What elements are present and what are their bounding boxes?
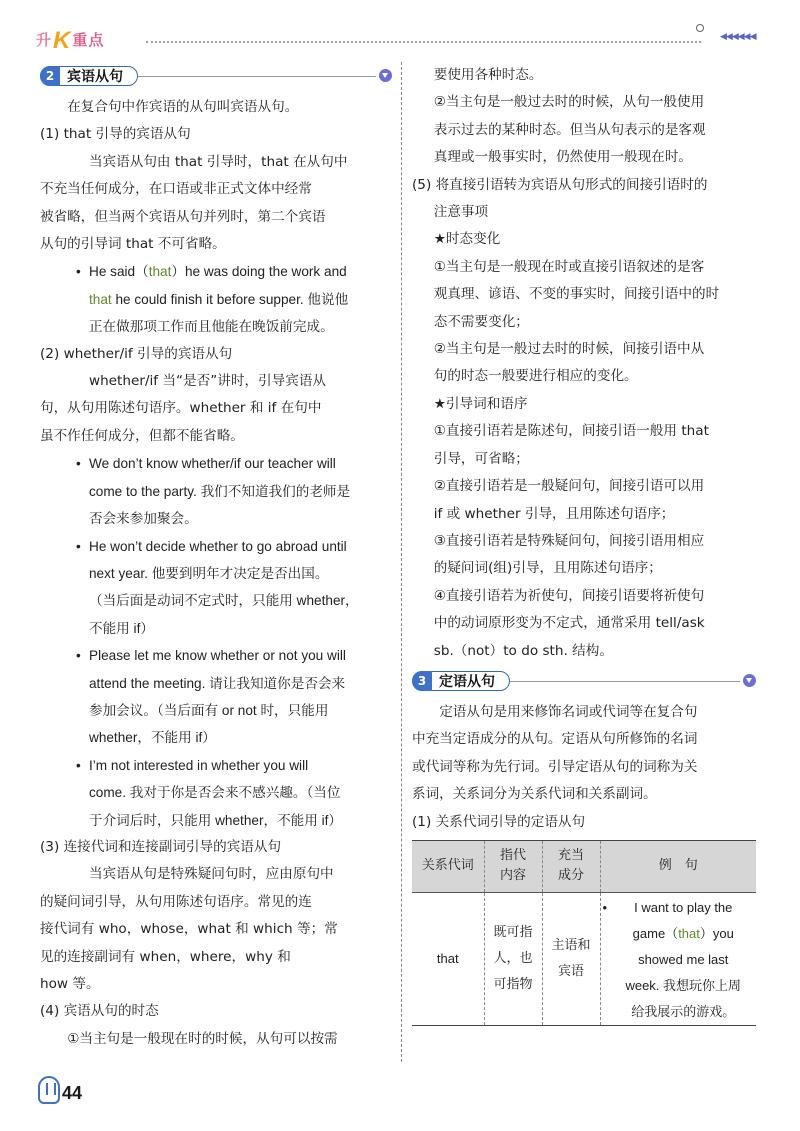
ref-line-2: 人，也 — [493, 950, 533, 966]
col-header-example: 例 句 — [600, 840, 756, 892]
sec3-line-1: 定语从句是用来修饰名词或代词等在复合句 — [439, 703, 698, 720]
ref-line-1: 既可指 — [493, 924, 533, 940]
logo-text-a: 升 — [36, 32, 53, 49]
ex5-line-2: come. 我对于你是否会来不感兴趣。（当位 — [89, 785, 341, 801]
subsection-3-heading: (3) 连接代词和连接副词引导的宾语从句 — [40, 838, 282, 855]
ex1-that-2: that — [89, 291, 112, 307]
ex2-line-2: come to the party. 我们不知道我们的老师是 — [89, 483, 351, 499]
column-divider — [401, 62, 402, 1062]
ex-line-5: 给我展示的游戏。 — [631, 1003, 736, 1019]
sec3-line-4: 系词，关系词分为关系代词和关系副词。 — [412, 786, 657, 803]
order-line-9: sb.（not）to do sth. 结构。 — [433, 642, 613, 659]
col-header-reference-a: 指代 — [499, 848, 526, 864]
ex4-line-3: 参加会议。（当后面有 or not 时，只能用 — [89, 702, 329, 718]
table-header-row — [412, 840, 756, 892]
lightbulb-icon — [38, 1076, 60, 1104]
header-circle-icon — [696, 24, 704, 32]
ref-line-3: 可指物 — [493, 976, 533, 992]
example-5 — [40, 752, 392, 834]
cell-reference — [484, 892, 542, 1025]
col-header-role-b: 成分 — [557, 868, 584, 884]
ex3-line-3: （当后面是动词不定式时，只能用 whether， — [89, 593, 359, 609]
ex1-part-a: He said（ — [89, 264, 149, 280]
sec3-line-2: 中充当定语成分的从句。定语从句所修饰的名词 — [412, 731, 698, 748]
ex1-part-c: he could finish it before supper. 他说他 — [111, 291, 349, 307]
section-title: 宾语从句 — [67, 69, 123, 85]
tense-line-1: ①当主句是一般现在时或直接引语叙述的是客 — [433, 258, 705, 275]
right-column — [412, 62, 756, 1026]
example-4 — [40, 642, 392, 752]
col-header-pronoun: 关系代词 — [412, 840, 484, 892]
subsection-1-heading: (1) that 引导的宾语从句 — [40, 126, 191, 143]
tense-line-4: ②当主句是一般过去时的时候，间接引语中从 — [433, 341, 705, 358]
ex-line-2a: game（ — [632, 925, 679, 941]
s1-line-4: 从句的引导词 that 不可省略。 — [40, 236, 226, 253]
s3-line-2: 的疑问词引导，从句用陈述句语序。常见的连 — [40, 893, 312, 910]
example-2 — [40, 450, 392, 532]
section-heading-attributive-clause — [412, 669, 756, 693]
section-rule — [138, 76, 376, 77]
col-header-reference-b: 内容 — [499, 868, 526, 884]
ex1-part-b: ）he was doing the work and — [171, 264, 347, 280]
role-line-2: 宾语 — [557, 963, 584, 979]
section-pill — [412, 671, 510, 691]
s4-cont-3: 表示过去的某种时态。但当从句表示的是客观 — [433, 121, 706, 138]
page-header — [36, 24, 766, 54]
order-line-7: ④直接引语若为祈使句，间接引语要将祈使句 — [433, 587, 705, 604]
col-header-role-a: 充当 — [557, 848, 584, 864]
order-line-4: if 或 whether 引导，且用陈述句语序； — [433, 505, 675, 522]
ex5-line-3: 于介词后时，只能用 whether，不能用 if） — [89, 812, 343, 828]
page-number: 44 — [62, 1083, 83, 1103]
s2-line-3: 虽不作任何成分，但都不能省略。 — [40, 427, 244, 444]
s4-line-1: ①当主句是一般现在时的时候，从句可以按需 — [67, 1030, 338, 1047]
s3-line-5: how 等。 — [40, 976, 100, 992]
s2-line-2: 句，从句用陈述句语序。whether 和 if 在句中 — [40, 400, 322, 417]
order-line-6: 的疑问词(组)引导，且用陈述句语序； — [433, 560, 662, 577]
s4-cont-2: ②当主句是一般过去时的时候，从句一般使用 — [433, 94, 705, 111]
table-heading: (1) 关系代词引导的定语从句 — [412, 813, 586, 830]
order-line-5: ③直接引语若是特殊疑问句，间接引语用相应 — [433, 532, 705, 549]
cell-example — [600, 892, 756, 1025]
chevron-down-icon — [379, 69, 392, 82]
ex1-that-1: that — [148, 264, 172, 280]
ex-line-2b: ）you — [699, 925, 734, 941]
example-1 — [40, 258, 392, 340]
sec3-line-3: 或代词等称为先行词。引导定语从句的词称为关 — [412, 758, 698, 775]
word-order-heading: ★引导词和语序 — [433, 395, 528, 412]
order-line-1: ①直接引语若是陈述句，间接引语一般用 that — [433, 423, 709, 440]
order-line-8: 中的动词原形变为不定式，通常采用 tell/ask — [433, 615, 705, 632]
ex2-line-1: We don’t know whether/if our teacher will — [89, 456, 336, 472]
s4-cont-1: 要使用各种时态。 — [433, 67, 543, 83]
header-arrows-icon: ◀◀◀◀◀◀ — [720, 32, 756, 42]
s3-line-4: 见的连接副词有 when，where，why 和 — [40, 948, 291, 965]
ex3-line-4: 不能用 if） — [89, 620, 154, 636]
subsection-5-heading: (5) 将直接引语转为宾语从句形式的间接引语时的 — [412, 176, 708, 193]
s3-line-1: 当宾语从句是特殊疑问句时，应由原句中 — [88, 866, 334, 883]
intro-text: 在复合句中作宾语的从句叫宾语从句。 — [67, 99, 299, 115]
s4-cont-4: 真理或一般事实时，仍然使用一般现在时。 — [433, 149, 693, 166]
ex-line-4: week. 我想玩你上周 — [625, 977, 742, 993]
col-header-reference — [484, 840, 542, 892]
ex-line-3: showed me last — [638, 951, 729, 967]
role-line-1: 主语和 — [551, 937, 591, 953]
brand-logo — [36, 24, 104, 52]
section-pill — [40, 66, 138, 86]
relative-pronoun-table — [412, 840, 756, 1026]
left-column — [40, 62, 392, 1053]
example-3 — [40, 533, 392, 643]
ex3-line-1: He won’t decide whether to go abroad until — [89, 538, 347, 554]
header-dotted-line — [146, 41, 701, 43]
section-title: 定语从句 — [439, 673, 495, 690]
tense-line-5: 句的时态一般要进行相应的变化。 — [433, 368, 638, 385]
ex5-line-1: I’m not interested in whether you will — [89, 757, 309, 773]
ex4-line-2: attend the meeting. 请让我知道你是否会来 — [89, 675, 346, 691]
ex3-line-2: next year. 他要到明年才决定是否出国。 — [89, 565, 329, 581]
ex4-line-4: whether，不能用 if） — [89, 730, 216, 746]
section-heading-object-clause — [40, 64, 392, 88]
table-row — [412, 892, 756, 1025]
col-header-role — [542, 840, 600, 892]
cell-role — [542, 892, 600, 1025]
order-line-2: 引导，可省略； — [433, 450, 529, 467]
chevron-down-icon — [743, 674, 756, 687]
section-number: 3 — [412, 671, 432, 691]
subsection-5-heading-2: 注意事项 — [433, 204, 489, 221]
tense-change-heading: ★时态变化 — [433, 231, 501, 248]
s1-line-1: 当宾语从句由 that 引导时，that 在从句中 — [88, 153, 348, 170]
section-rule — [510, 681, 740, 682]
ex-that: that — [678, 925, 700, 941]
s1-line-2: 不充当任何成分，在口语或非正式文体中经常 — [40, 181, 312, 198]
tense-line-3: 态不需要变化； — [433, 313, 529, 330]
section-number: 2 — [40, 66, 60, 86]
page-footer — [36, 1076, 96, 1106]
s2-line-1: whether/if 当“是否”讲时，引导宾语从 — [88, 373, 327, 390]
subsection-4-heading: (4) 宾语从句的时态 — [40, 1003, 159, 1020]
tense-line-2: 观真理、谚语、不变的事实时，间接引语中的时 — [433, 286, 720, 303]
logo-k: K — [53, 27, 72, 54]
logo-text-b: 重点 — [72, 32, 105, 49]
ex2-line-3: 否会来参加聚会。 — [89, 511, 198, 527]
ex1-part-d: 正在做那项工作而且他能在晚饭前完成。 — [89, 319, 334, 335]
s3-line-3: 接代词有 who，whose，what 和 which 等；常 — [40, 921, 338, 938]
subsection-2-heading: (2) whether/if 引导的宾语从句 — [40, 345, 233, 362]
s1-line-3: 被省略，但当两个宾语从句并列时，第二个宾语 — [40, 208, 326, 225]
ex-line-1: I want to play the — [634, 899, 733, 915]
cell-pronoun: that — [412, 892, 484, 1025]
ex4-line-1: Please let me know whether or not you will — [89, 648, 346, 664]
order-line-3: ②直接引语若是一般疑问句，间接引语可以用 — [433, 478, 705, 495]
